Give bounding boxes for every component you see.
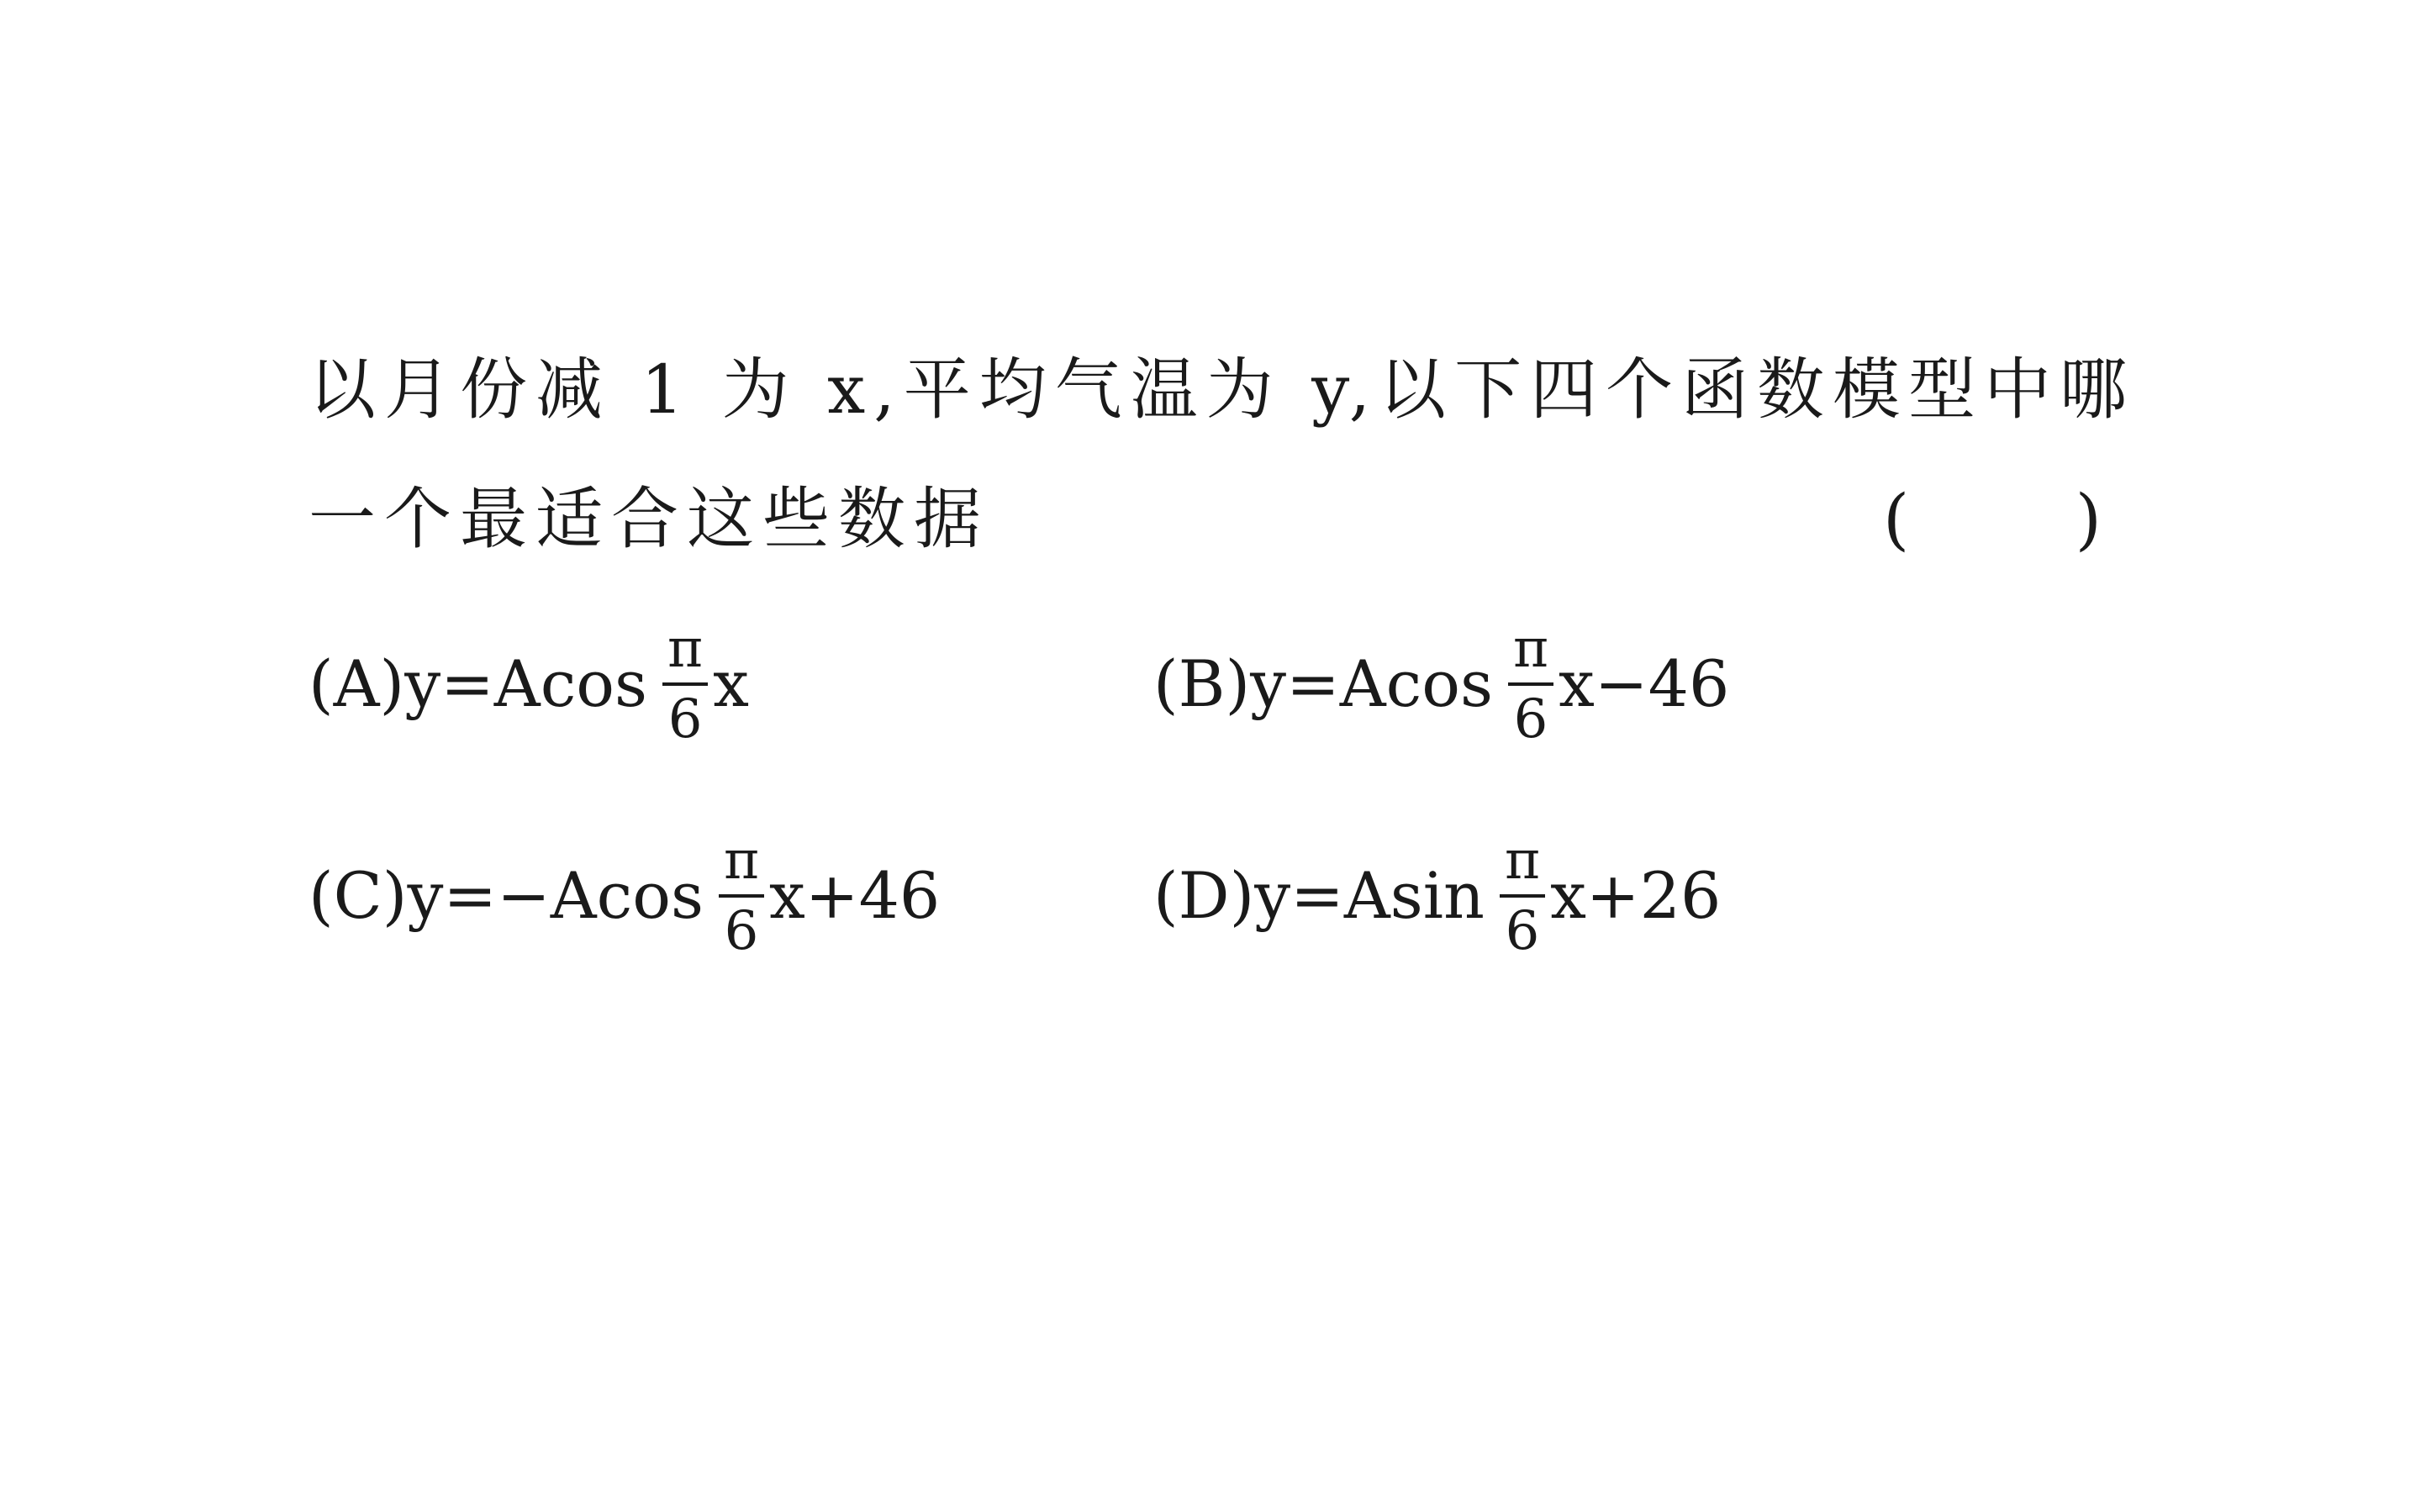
option-c-rhs: x+46	[769, 858, 941, 933]
option-b	[1153, 618, 1730, 751]
option-c-fraction	[719, 830, 764, 962]
answer-paren-open: (	[1883, 480, 1910, 558]
option-c-frac-num: π	[719, 834, 764, 898]
option-c-lhs: y=−Acos	[407, 858, 704, 933]
option-d	[1153, 830, 1722, 962]
option-d-frac-den: 6	[1505, 900, 1540, 962]
option-a-fraction	[662, 618, 708, 751]
option-b-fraction	[1508, 618, 1553, 751]
option-d-frac-num: π	[1500, 834, 1545, 898]
option-d-fraction	[1500, 830, 1545, 962]
option-a-rhs: x	[713, 646, 749, 721]
option-b-frac-num: π	[1508, 622, 1553, 686]
option-b-frac-den: 6	[1513, 688, 1548, 751]
question-line-2: 一个最适合这些数据	[309, 480, 989, 558]
answer-blank	[1883, 480, 2102, 558]
option-b-lhs: y=Acos	[1250, 646, 1493, 721]
option-a-label: (A)	[309, 646, 405, 721]
option-d-label: (D)	[1153, 858, 1255, 933]
option-c-frac-den: 6	[724, 900, 759, 962]
option-c	[309, 830, 941, 962]
option-d-lhs: y=Asin	[1254, 858, 1485, 933]
answer-paren-close: )	[2075, 480, 2102, 558]
option-a-frac-den: 6	[667, 688, 703, 751]
option-b-label: (B)	[1153, 646, 1251, 721]
question-line-1: 以月份减 1 为 x,平均气温为 y,以下四个函数模型中哪	[309, 350, 2136, 429]
option-c-label: (C)	[309, 858, 408, 933]
option-d-rhs: x+26	[1550, 858, 1722, 933]
option-a-frac-num: π	[662, 622, 708, 686]
option-a	[309, 618, 749, 751]
option-b-rhs: x−46	[1559, 646, 1730, 721]
option-a-lhs: y=Acos	[404, 646, 648, 721]
